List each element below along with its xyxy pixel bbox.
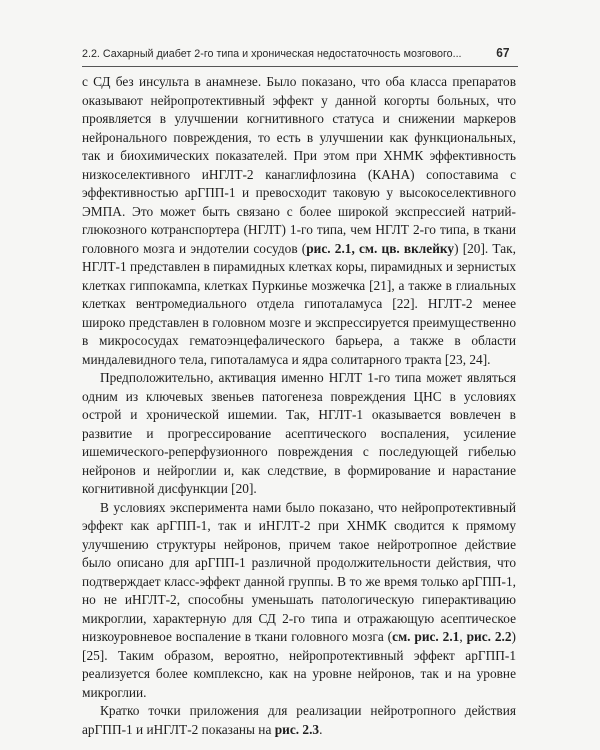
running-title: 2.2. Сахарный диабет 2-го типа и хроническая недостаточность мозгового...	[82, 48, 462, 60]
running-head	[82, 44, 510, 66]
figure-reference: см. рис. 2.1	[392, 629, 460, 644]
text-run: В условиях эксперимента нами было показано, что нейропротективный эффект как арГПП-1, так и иНГЛТ-2 при ХНМК сводится к прямому улучшению структуры нейронов, причем такое нейротропное действие было описано для арГПП-1 различной продолжительности действия, что подтверждает класс-эффект данной группы. В то же время только арГПП-1, но не иНГЛТ-2, способны уменьшать патологическую гиперактивацию микроглии, характерную для СД 2-го типа и отражающую асептическое низкоуровневое воспаление в ткани головного мозга (	[82, 499, 516, 644]
text-run: Предположительно, активация именно НГЛТ 1-го типа может являться одним из ключевых звеньев патогенеза повреждения ЦНС в условиях острой и хронической ишемии. Так, НГЛТ-1 оказывается вовлечен в развитие и прогрессирование асептического воспаления, усиление ишемического-реперфузионного повреждения с последующей гибелью нейронов и нейроглии и, как следствие, в формирование и нарастание когнитивной дисфункции [20].	[82, 370, 516, 496]
text-run: .	[319, 721, 323, 737]
text-run: ) [20]. Так, НГЛТ-1 представлен в пирамидных клетках коры, пирамидных и зернистых клетках гиппокампа, клетках Пуркинье мозжечка [21], а также в глиальных клетках вентромедиального отдела гипоталамуса [22]. НГЛТ-2 менее широко представлен в головном мозге и экспрессируется преимущественно в микрососудах гематоэнцефалического барьера, а также в области миндалевидного тела, гипоталамуса и ядра солитарного тракта [23, 24].	[82, 240, 516, 367]
figure-reference: рис. 2.2	[466, 629, 512, 644]
text-run: с СД без инсульта в анамнезе. Было показано, что оба класса препаратов оказывают нейропротективный эффект у данной когорты больных, что проявляется в улучшении когнитивного статуса и снижении маркеров нейронального повреждения, то есть в улучшении как функциональных, так и биохимических показателей. При этом при ХНМК эффективность низкоселективного иНГЛТ-2 канаглифлозина (КАНА) сопоставима с эффективностью арГПП-1 и превосходит таковую у высокоселективного ЭМПА. Это может быть связано с более широкой экспрессией натрий-глюкозного котранспортера (НГЛТ) 1-го типа, чем НГЛТ 2-го типа, в ткани головного мозга и эндотелии сосудов (	[82, 74, 516, 256]
body-text	[82, 73, 516, 739]
text-run: ) [25]. Таким образом, вероятно, нейропротективный эффект арГПП-1 реализуется более комплексно, как на уровне нейронов, так и на уровне микроглии.	[82, 629, 516, 700]
paragraph	[82, 499, 516, 703]
figure-reference: рис. 2.3	[274, 721, 320, 737]
paragraph	[82, 369, 516, 499]
text-run: ,	[459, 629, 467, 644]
text-run: Кратко точки приложения для реализации нейротропного действия арГПП-1 и иНГЛТ-2 показаны на	[82, 703, 516, 737]
page-number: 67	[496, 46, 510, 60]
paragraph	[82, 73, 516, 369]
header-rule	[82, 66, 518, 67]
paragraph	[82, 702, 516, 739]
figure-reference: рис. 2.1, см. цв. вклейку	[306, 240, 455, 256]
